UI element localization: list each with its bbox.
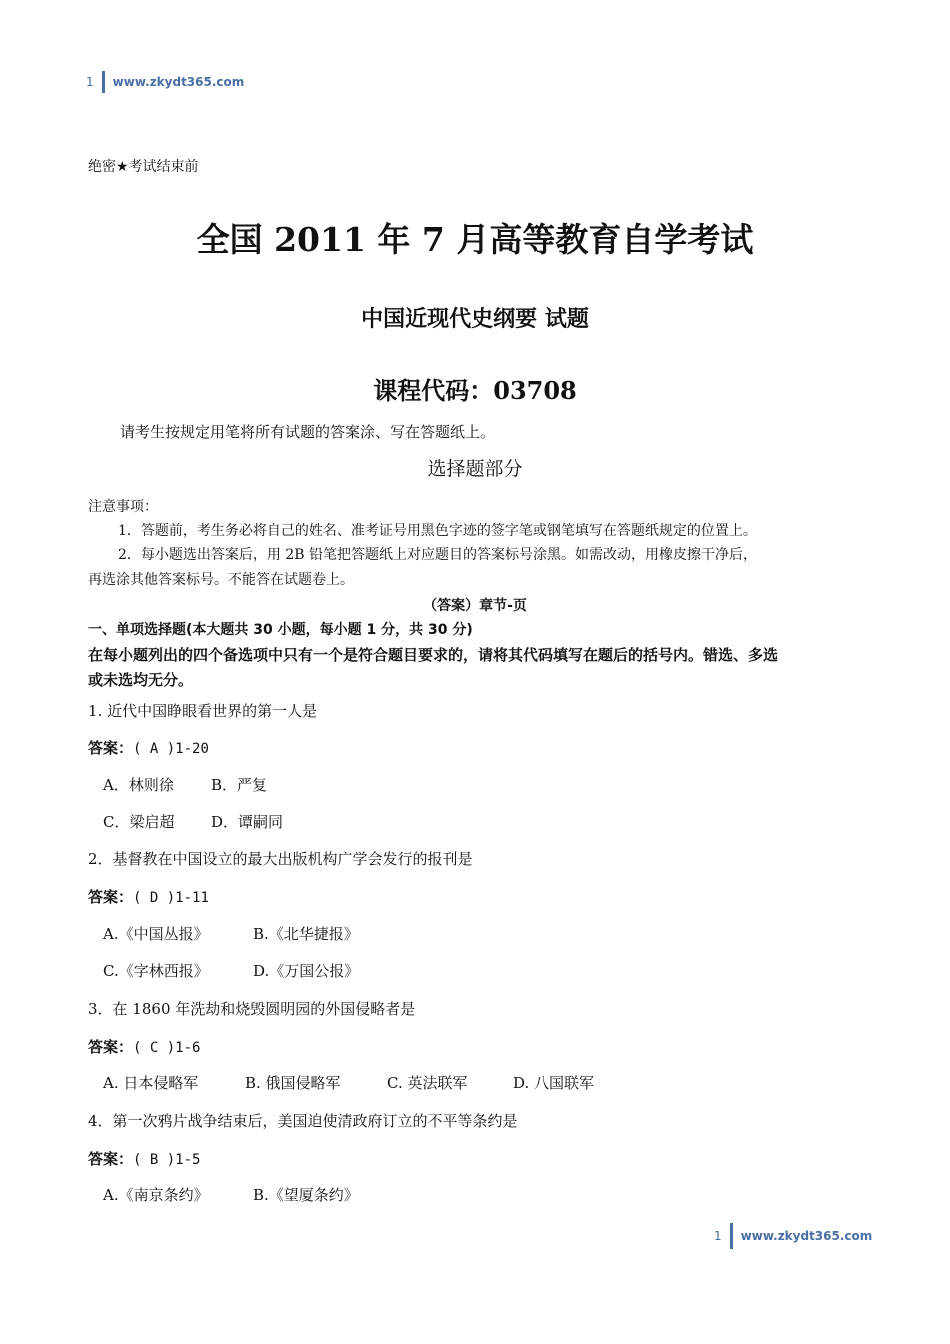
answer-value: ( C )1-6 bbox=[133, 1040, 201, 1056]
answer-label: 答案： bbox=[88, 1038, 134, 1056]
options-row bbox=[103, 923, 359, 944]
section-heading: 选择题部分 bbox=[427, 458, 523, 480]
options-row bbox=[103, 1184, 359, 1205]
document-subtitle: 中国近现代史纲要 试题 bbox=[361, 307, 589, 332]
option-c: C．梁启超 bbox=[103, 813, 175, 831]
question-1: 1. 近代中国睁眼看世界的第一人是 bbox=[88, 702, 318, 720]
options-row bbox=[103, 811, 283, 832]
footer-url: www.zkydt365.com bbox=[740, 1229, 873, 1243]
option-d: D.《万国公报》 bbox=[253, 962, 360, 980]
option-c: C. 英法联军 bbox=[387, 1074, 468, 1092]
question-3: 3．在 1860 年洗劫和烧毁圆明园的外国侵略者是 bbox=[88, 1000, 416, 1018]
option-a: A.《南京条约》 bbox=[103, 1186, 209, 1204]
answer-label: 答案： bbox=[88, 739, 134, 757]
option-a: A.《中国丛报》 bbox=[103, 925, 209, 943]
option-b: B. 俄国侵略军 bbox=[245, 1074, 341, 1092]
option-d: D．谭嗣同 bbox=[211, 813, 284, 831]
option-a: A. 日本侵略军 bbox=[103, 1074, 199, 1092]
header-page-number: 1 bbox=[86, 75, 94, 89]
exam-instruction: 请考生按规定用笔将所有试题的答案涂、写在答题纸上。 bbox=[120, 423, 496, 441]
option-b: B.《望厦条约》 bbox=[253, 1186, 359, 1204]
confidential-label: 绝密★考试结束前 bbox=[88, 159, 199, 175]
answer-1 bbox=[88, 737, 209, 758]
page-header bbox=[86, 71, 244, 93]
footer-divider bbox=[730, 1223, 733, 1249]
notice-heading: 注意事项： bbox=[88, 499, 158, 515]
answer-4 bbox=[88, 1148, 200, 1169]
notice-item-2: 2．每小题选出答案后，用 2B 铅笔把答题纸上对应题目的答案标号涂黑。如需改动，用橡皮擦干净后， bbox=[118, 547, 758, 563]
header-divider bbox=[102, 71, 105, 93]
answer-value: ( A )1-20 bbox=[133, 741, 209, 757]
answer-label: 答案： bbox=[88, 888, 134, 906]
notice-item-2-cont: 再选涂其他答案标号。不能答在试题卷上。 bbox=[88, 572, 354, 588]
footer-page-number: 1 bbox=[714, 1229, 722, 1243]
answer-value: ( D )1-11 bbox=[133, 890, 209, 906]
part-description: 在每小题列出的四个备选项中只有一个是符合题目要求的，请将其代码填写在题后的括号内。错选、多选 bbox=[88, 646, 779, 664]
document-title: 全国 2011 年 7 月高等教育自学考试 bbox=[196, 220, 754, 259]
options-row bbox=[103, 960, 359, 981]
option-a: A．林则徐 bbox=[103, 776, 174, 794]
answer-3 bbox=[88, 1036, 200, 1057]
option-b: B.《北华捷报》 bbox=[253, 925, 359, 943]
course-code: 课程代码：03708 bbox=[373, 376, 577, 405]
answer-value: ( B )1-5 bbox=[133, 1152, 201, 1168]
page-footer bbox=[714, 1223, 872, 1249]
option-b: B．严复 bbox=[211, 776, 268, 794]
question-2: 2．基督教在中国设立的最大出版机构广学会发行的报刊是 bbox=[88, 850, 473, 868]
answer-key-legend: （答案）章节-页 bbox=[423, 598, 527, 614]
option-d: D. 八国联军 bbox=[513, 1074, 595, 1092]
part-description-cont: 或未选均无分。 bbox=[88, 671, 194, 689]
options-row bbox=[103, 774, 267, 795]
options-row bbox=[103, 1072, 594, 1093]
question-4: 4．第一次鸦片战争结束后，美国迫使清政府订立的不平等条约是 bbox=[88, 1112, 518, 1130]
part-heading: 一、单项选择题(本大题共 30 小题，每小题 1 分，共 30 分) bbox=[88, 622, 473, 638]
answer-2 bbox=[88, 886, 209, 907]
notice-item-1: 1．答题前，考生务必将自己的姓名、准考证号用黑色字迹的签字笔或钢笔填写在答题纸规定的位置上。 bbox=[118, 523, 757, 539]
header-url: www.zkydt365.com bbox=[112, 75, 245, 89]
option-c: C.《字林西报》 bbox=[103, 962, 209, 980]
answer-label: 答案： bbox=[88, 1150, 134, 1168]
